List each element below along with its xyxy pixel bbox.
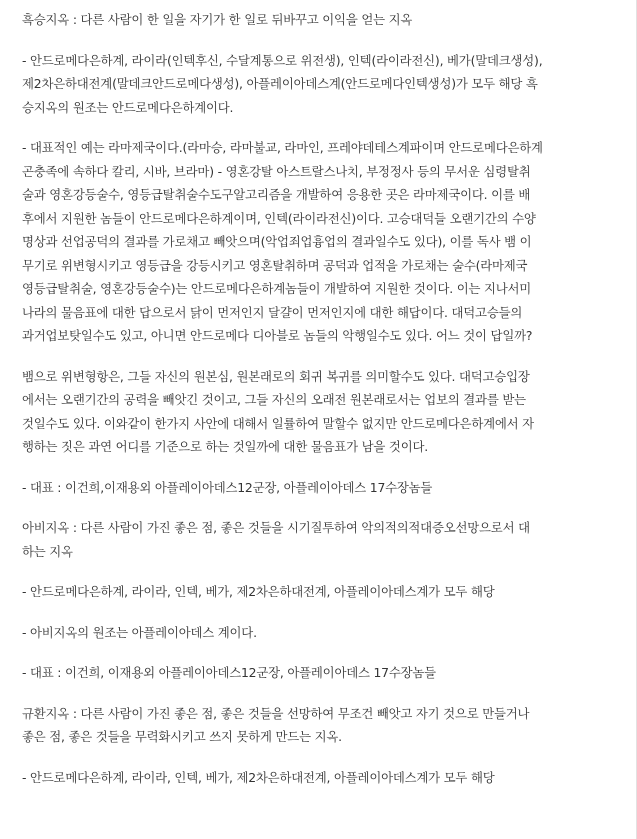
text-line: - 안드로메다은하계, 라이라, 인텍, 베가, 제2차은하대전계, 아플레이아데스계가 모두 해당 xyxy=(22,584,495,599)
text-line: 영등급탈취술, 영혼강등술수)는 안드로메다은하계놈들이 개발하여 지원한 것이다. 이는 지나서미 xyxy=(22,281,532,296)
paragraph-gyuhwan-targets xyxy=(22,766,622,790)
text-line: 과거업보탓일수도 있고, 아니면 안드로메다 디아블로 놈들의 악행일수도 있다. 어느 것이 답일까? xyxy=(22,328,533,343)
text-line: 곤충족에 속하다 칼리, 시바, 브라마) - 영혼강탈 아스트랄스나치, 부정정사 등의 무서운 심령탈취 xyxy=(22,163,531,179)
text-line: 에서는 오랜기간의 공력을 빼앗긴 것이고, 그들 자신의 오래전 원본래로서는 업보의 결과를 받는 xyxy=(22,392,526,407)
text-line: 좋은 점, 좋은 것들을 무력화시키고 쓰지 못하게 만드는 지옥. xyxy=(22,729,342,744)
text-line: 행하는 짓은 과연 어디를 기준으로 하는 것일까에 대한 물음표가 남을 것이다. xyxy=(22,439,428,454)
text-line: 후에서 지원한 놈들이 안드로메다은하계이며, 인텍(라이라전신)이다. 고승대덕들 오랜기간의 수양 xyxy=(22,210,536,226)
text-line: 아비지옥 : 다른 사람이 가진 좋은 점, 좋은 것들을 시기질투하여 악의적의적대증오선망으로서 대 xyxy=(22,520,530,535)
paragraph-gyuhwan-definition xyxy=(22,702,622,749)
text-line: 흑승지옥 : 다른 사람이 한 일을 자기가 한 일로 뒤바꾸고 이익을 얻는 지옥 xyxy=(22,12,413,27)
text-line: 승지옥의 원조는 안드로메다은하계이다. xyxy=(22,99,234,115)
text-line: 하는 지옥 xyxy=(22,543,73,559)
paragraph-abi-origin xyxy=(22,621,622,645)
text-line: 뱀으로 위변형항은, 그들 자신의 원본심, 원본래로의 회귀 복귀를 의미할수도 있다. 대덕고승입장 xyxy=(22,368,530,384)
paragraph-abi-definition xyxy=(22,516,622,563)
text-line: 무기로 위변형시키고 영등급을 강등시키고 영혼탈취하며 공덕과 업적을 가로채는 술수(라마제국 xyxy=(22,257,528,273)
paragraph-abi-representatives xyxy=(22,661,622,685)
paragraph-heuksung-examples xyxy=(22,136,622,348)
text-line: - 안드로메다은하계, 라이라(인텍후신, 수달계통으로 위전생), 인텍(라이라전신), 베가(말데크생성), xyxy=(22,52,543,68)
text-line: 것일수도 있다. 이와같이 한가지 사안에 대해서 일률하여 말할수 없지만 안드로메다은하계에서 자 xyxy=(22,415,534,431)
text-line: 술과 영혼강등술수, 영등급탈취술수도구알고리즘을 개발하여 응용한 곳은 라마제국이다. 이를 배 xyxy=(22,187,531,202)
text-line: 명상과 선업공덕의 결과를 가로채고 빼앗으며(악업죄업흉업의 결과일수도 있다), 이를 독사 뱀 이 xyxy=(22,234,532,249)
text-line: - 대표 : 이건희, 이재용외 아플레이아데스12군장, 아플레이아데스 17수장놈들 xyxy=(22,665,436,680)
text-line: - 대표적인 예는 라마제국이다.(라마승, 라마불교, 라마인, 프레야데테스계파이며 안드로메다은하계 xyxy=(22,140,543,155)
paragraph-abi-targets xyxy=(22,580,622,604)
text-line: 제2차은하대전계(말데크안드로메다생성), 아플레이아데스계(안드로메다인텍생성)가 모두 해당 흑 xyxy=(22,76,538,91)
text-line: 나라의 물음표에 대한 답으로서 닭이 먼저인지 달걀이 먼저인지에 대한 해답이다. 대덕고승들의 xyxy=(22,304,523,320)
text-line: - 안드로메다은하계, 라이라, 인텍, 베가, 제2차은하대전계, 아플레이아데스계가 모두 해당 xyxy=(22,769,495,785)
text-line: 규환지옥 : 다른 사람이 가진 좋은 점, 좋은 것들을 선망하여 무조건 빼앗고 자기 것으로 만들거나 xyxy=(22,705,530,721)
paragraph-heuksung-targets xyxy=(22,49,622,120)
text-line: - 대표 : 이건희,이재용외 아플레이아데스12군장, 아플레이아데스 17수장놈들 xyxy=(22,479,433,495)
paragraph-heuksung-representatives xyxy=(22,476,622,500)
paragraph-snake-transformation xyxy=(22,365,622,459)
paragraph-heuksung-definition xyxy=(22,8,622,32)
text-line: - 아비지옥의 원조는 아플레이아데스 계이다. xyxy=(22,624,257,640)
